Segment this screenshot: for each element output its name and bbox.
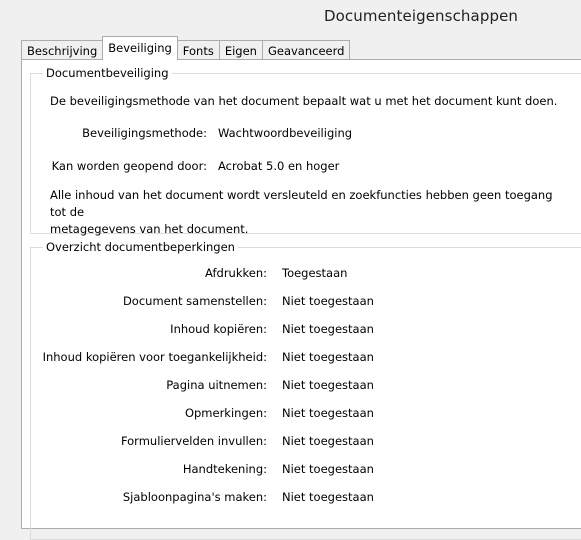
restriction-label-copy: Inhoud kopiëren: (170, 322, 267, 336)
restriction-label-copy-accessibility: Inhoud kopiëren voor toegankelijkheid: (42, 350, 267, 364)
restriction-value-comments: Niet toegestaan (282, 406, 374, 420)
encryption-note-line-2: metagegevens van het document. (50, 222, 249, 236)
tab-beschrijving[interactable]: Beschrijving (21, 40, 103, 60)
restrictions-legend: Overzicht documentbeperkingen (46, 240, 235, 254)
encryption-note-line-1: Alle inhoud van het document wordt versleuteld en zoekfuncties hebben geen toegang tot de (50, 188, 553, 219)
restriction-value-page-extract: Niet toegestaan (282, 378, 374, 392)
restriction-value-assemble: Niet toegestaan (282, 294, 374, 308)
tab-geavanceerd[interactable]: Geavanceerd (262, 40, 350, 60)
tab-panel-beveiliging (21, 59, 581, 529)
window-title: Documenteigenschappen (324, 7, 519, 25)
restriction-label-signing: Handtekening: (182, 462, 267, 476)
restriction-value-template-pages: Niet toegestaan (282, 490, 374, 504)
tab-fonts[interactable]: Fonts (177, 40, 220, 60)
document-security-legend: Documentbeveiliging (46, 66, 169, 80)
restriction-value-signing: Niet toegestaan (282, 462, 374, 476)
title-bar (0, 0, 581, 34)
tab-beveiliging[interactable]: Beveiliging (102, 36, 178, 60)
tab-strip (21, 38, 349, 60)
restriction-label-form-fill: Formuliervelden invullen: (120, 434, 267, 448)
restriction-label-page-extract: Pagina uitnemen: (166, 378, 267, 392)
restriction-label-comments: Opmerkingen: (184, 406, 267, 420)
restriction-value-copy-accessibility: Niet toegestaan (282, 350, 374, 364)
restriction-value-print: Toegestaan (282, 266, 348, 280)
tab-eigen[interactable]: Eigen (219, 40, 263, 60)
open-by-value: Acrobat 5.0 en hoger (218, 159, 340, 173)
security-intro-text: De beveiligingsmethode van het document bepaalt wat u met het document kunt doen. (50, 94, 558, 108)
restriction-label-print: Afdrukken: (205, 266, 267, 280)
restriction-value-copy: Niet toegestaan (282, 322, 374, 336)
security-method-value: Wachtwoordbeveiliging (218, 126, 353, 140)
restriction-label-assemble: Document samenstellen: (122, 294, 267, 308)
encryption-note (50, 187, 565, 238)
restriction-label-template-pages: Sjabloonpagina's maken: (122, 490, 267, 504)
security-method-label: Beveiligingsmethode: (82, 126, 207, 140)
open-by-label: Kan worden geopend door: (51, 159, 207, 173)
restriction-value-form-fill: Niet toegestaan (282, 434, 374, 448)
